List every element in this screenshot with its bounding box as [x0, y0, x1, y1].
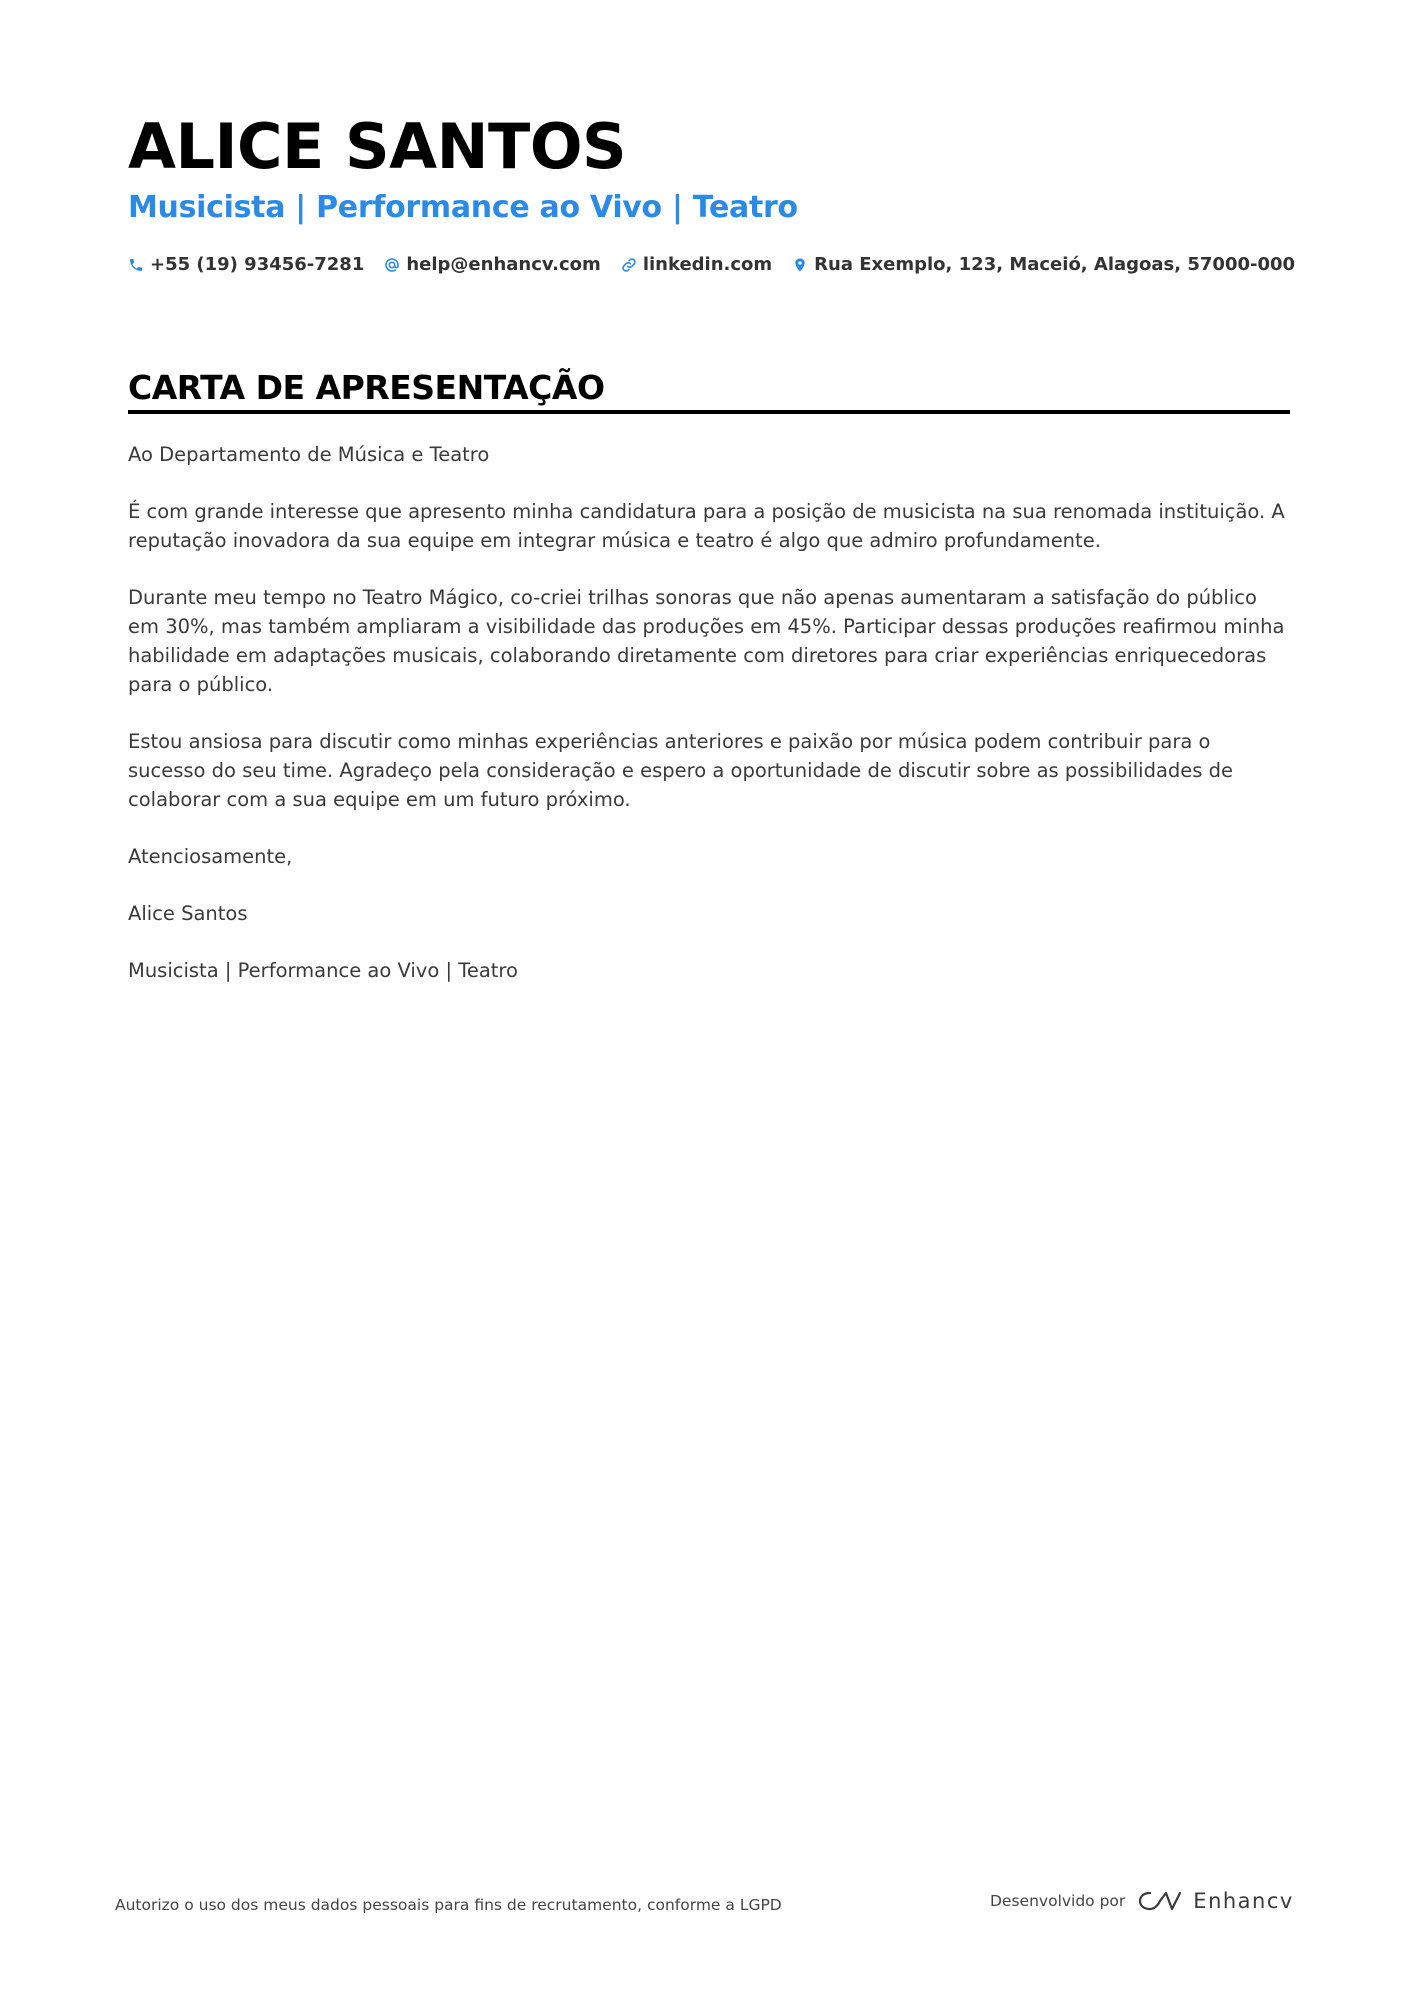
candidate-name: ALICE SANTOS: [128, 110, 627, 183]
letter-paragraph: Durante meu tempo no Teatro Mágico, co-criei trilhas sonoras que não apenas aumentaram a satisfação do público em 30%, mas também ampliaram a visibilidade das produções em 45%. Participar dessas produções reafirmou minha habilidade em adaptações musicais, colaborando diretamente com diretores para criar experiências enriquecedoras para o público.: [128, 586, 1285, 696]
contact-bar: [128, 254, 1315, 275]
letter-body: [128, 440, 1290, 1013]
candidate-headline: Musicista | Performance ao Vivo | Teatro: [128, 190, 798, 225]
contact-address: [792, 254, 1295, 275]
contact-linkedin-text: linkedin.com: [642, 254, 773, 275]
footer-brand[interactable]: [990, 1888, 1294, 1914]
contact-email[interactable]: [384, 254, 600, 275]
enhancv-logo-icon: [1137, 1888, 1183, 1914]
letter-paragraph: Estou ansiosa para discutir como minhas experiências anteriores e paixão por música podem contribuir para o sucesso do seu time. Agradeço pela consideração e espero a oportunidade de discutir sobre as possibilidades de colaborar com a sua equipe em um futuro próximo.: [128, 730, 1234, 811]
letter-greeting: Ao Departamento de Música e Teatro: [128, 443, 490, 466]
footer-consent-text: Autorizo o uso dos meus dados pessoais para fins de recrutamento, conforme a LGPD: [115, 1896, 782, 1914]
section-title: CARTA DE APRESENTAÇÃO: [128, 368, 605, 407]
section-divider: [128, 410, 1290, 414]
signature-title: Musicista | Performance ao Vivo | Teatro: [128, 959, 518, 982]
powered-by-label: Desenvolvido por: [990, 1892, 1126, 1910]
phone-icon: [128, 257, 144, 273]
letter-closing: Atenciosamente,: [128, 845, 293, 868]
letter-paragraph: É com grande interesse que apresento minha candidatura para a posição de musicista na sua renomada instituição. A reputação inovadora da sua equipe em integrar música e teatro é algo que admiro profundamente.: [128, 500, 1285, 552]
contact-address-text: Rua Exemplo, 123, Maceió, Alagoas, 57000-000: [814, 254, 1296, 275]
link-icon: [621, 257, 637, 273]
location-pin-icon: [792, 257, 808, 273]
brand-name: Enhancv: [1193, 1889, 1294, 1913]
contact-phone-text: +55 (19) 93456-7281: [150, 254, 365, 275]
at-icon: [384, 257, 400, 273]
contact-phone[interactable]: [128, 254, 364, 275]
contact-linkedin[interactable]: [621, 254, 772, 275]
signature-name: Alice Santos: [128, 902, 248, 925]
contact-email-text: help@enhancv.com: [406, 254, 601, 275]
